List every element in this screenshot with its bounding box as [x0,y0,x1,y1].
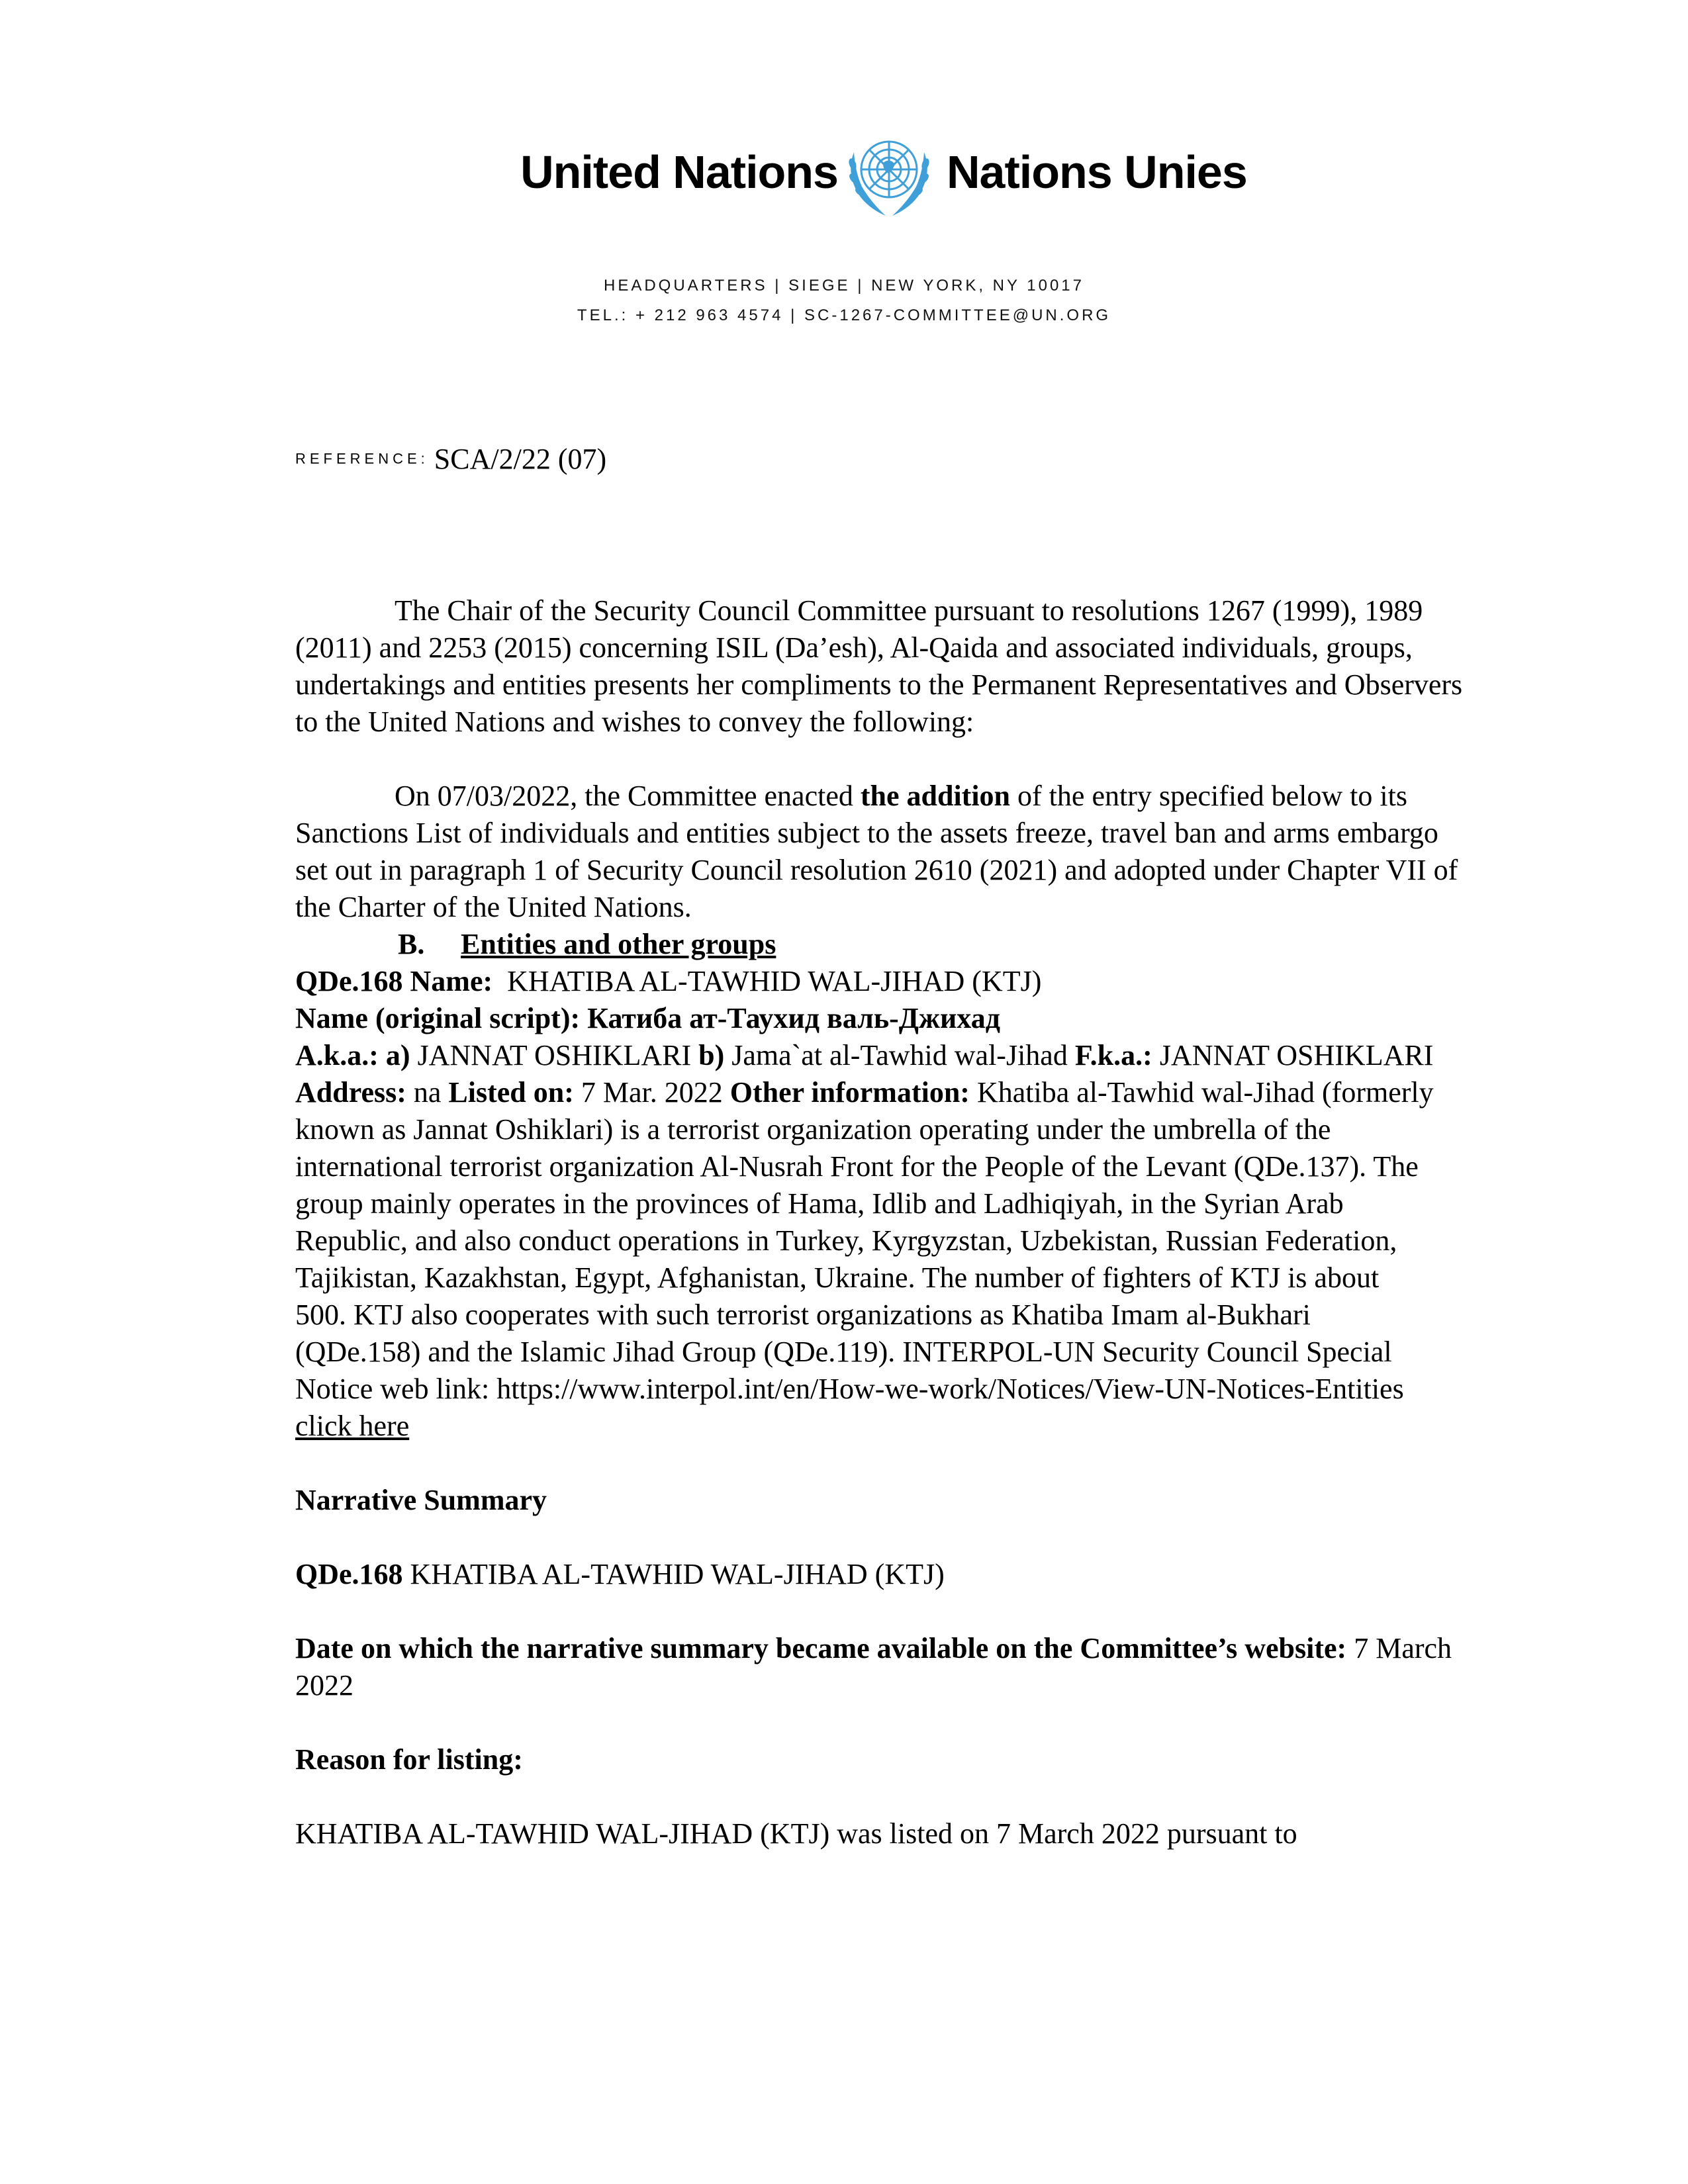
fka-value: JANNAT OSHIKLARI [1159,1039,1434,1071]
narrative-heading-text: Narrative Summary [295,1484,547,1516]
aka-label: A.k.a.: [295,1039,379,1071]
contact-phone-email: TEL.: + 212 963 4574 | SC-1267-COMMITTEE@UN.ORG [577,306,1111,324]
aka-b-value: Jama`at al-Tawhid wal-Jihad [731,1039,1068,1071]
listed-on-label: Listed on: [448,1076,574,1109]
sanctions-entry [295,963,1434,1445]
aka-a-value: JANNAT OSHIKLARI [417,1039,692,1071]
section-title: Entities and other groups [461,928,776,960]
narrative-entry-id: QDe.168 [295,1558,403,1590]
notice-emphasis: the addition [860,780,1011,812]
narrative-entry-name: KHATIBA AL-TAWHID WAL-JIHAD (KTJ) [410,1558,945,1590]
reason-heading [295,1741,1474,1778]
notice-text-start: On 07/03/2022, the Committee enacted [395,780,861,812]
fka-label: F.k.a.: [1074,1039,1152,1071]
original-script-name: Катиба ат-Таухид валь-Джихад [587,1002,1000,1034]
notice-text-end: of the entry specified below to its Sanctions List of individuals and entities subject to the assets freeze, travel ban and arms embargo set out in paragraph 1 of Security Council resolution 2610 (2021) and adopted under Chapter VII of the Charter of the United Nations. [295,780,1458,923]
interpol-notice-link[interactable]: click here [295,1410,410,1442]
intro-paragraph: The Chair of the Security Council Committee pursuant to resolutions 1267 (1999), 1989 (2011) and 2253 (2015) concerning ISIL (Da’esh), Al-Qaida and associated individuals, groups, undertakings and entities presents her compliments to the Permanent Representatives and Observers to the United Nations and wishes to convey the following: [295,594,1463,738]
narrative-date-value: 7 March 2022 [295,1632,1452,1702]
other-information-label: Other information: [729,1076,970,1109]
notice-paragraph [295,778,1474,926]
letterhead [0,126,1688,225]
narrative-entry-line [295,1556,1474,1593]
reference-label: REFERENCE: [295,450,429,467]
original-script-label: Name (original script): [295,1002,581,1034]
letterhead-english: United Nations [520,146,838,198]
un-emblem-icon [839,126,939,225]
letterhead-french: Nations Unies [947,146,1247,198]
address-label: Address: [295,1076,406,1109]
reason-paragraph: KHATIBA AL-TAWHID WAL-JIHAD (KTJ) was listed on 7 March 2022 pursuant to [295,1817,1297,1850]
other-information-text: Khatiba al-Tawhid wal-Jihad (formerly known as Jannat Oshiklari) is a terrorist organization operating under the umbrella of the international terrorist organization Al-Nusrah Front for the People of the Levant (QDe.137). The group mainly operates in the provinces of Hama, Idlib and Ladhiqiyah, in the Syrian Arab Republic, and also conduct operations in Turkey, Kyrgyzstan, Uzbekistan, Russian Federation, Tajikistan, Kazakhstan, Egypt, Afghanistan, Ukraine. The number of fighters of KTJ is about 500. KTJ also cooperates with such terrorist organizations as Khatiba Imam al-Bukhari (QDe.158) and the Islamic Jihad Group (QDe.119). INTERPOL-UN Security Council Special Notice web link: https://www.interpol.int/en/How-we-work/Notices/View-UN-Notices-Entities [295,1076,1434,1405]
section-letter: B. [398,928,425,960]
aka-a-label: a) [385,1039,410,1071]
reference-value: SCA/2/22 (07) [434,443,607,475]
section-heading [295,926,1474,963]
narrative-date-label: Date on which the narrative summary became available on the Committee’s website: [295,1632,1347,1664]
entry-id-label: QDe.168 Name: [295,965,493,997]
reference-line [295,442,606,476]
aka-b-label: b) [698,1039,725,1071]
letter-body [295,592,1474,1852]
listed-on-value: 7 Mar. 2022 [581,1076,723,1109]
reason-label: Reason for listing: [295,1743,523,1776]
address-value: na [413,1076,442,1109]
entry-name: KHATIBA AL-TAWHID WAL-JIHAD (KTJ) [507,965,1042,997]
narrative-date-line [295,1630,1474,1704]
narrative-heading [295,1482,1474,1519]
contact-address: HEADQUARTERS | SIEGE | NEW YORK, NY 10017 [604,277,1084,295]
